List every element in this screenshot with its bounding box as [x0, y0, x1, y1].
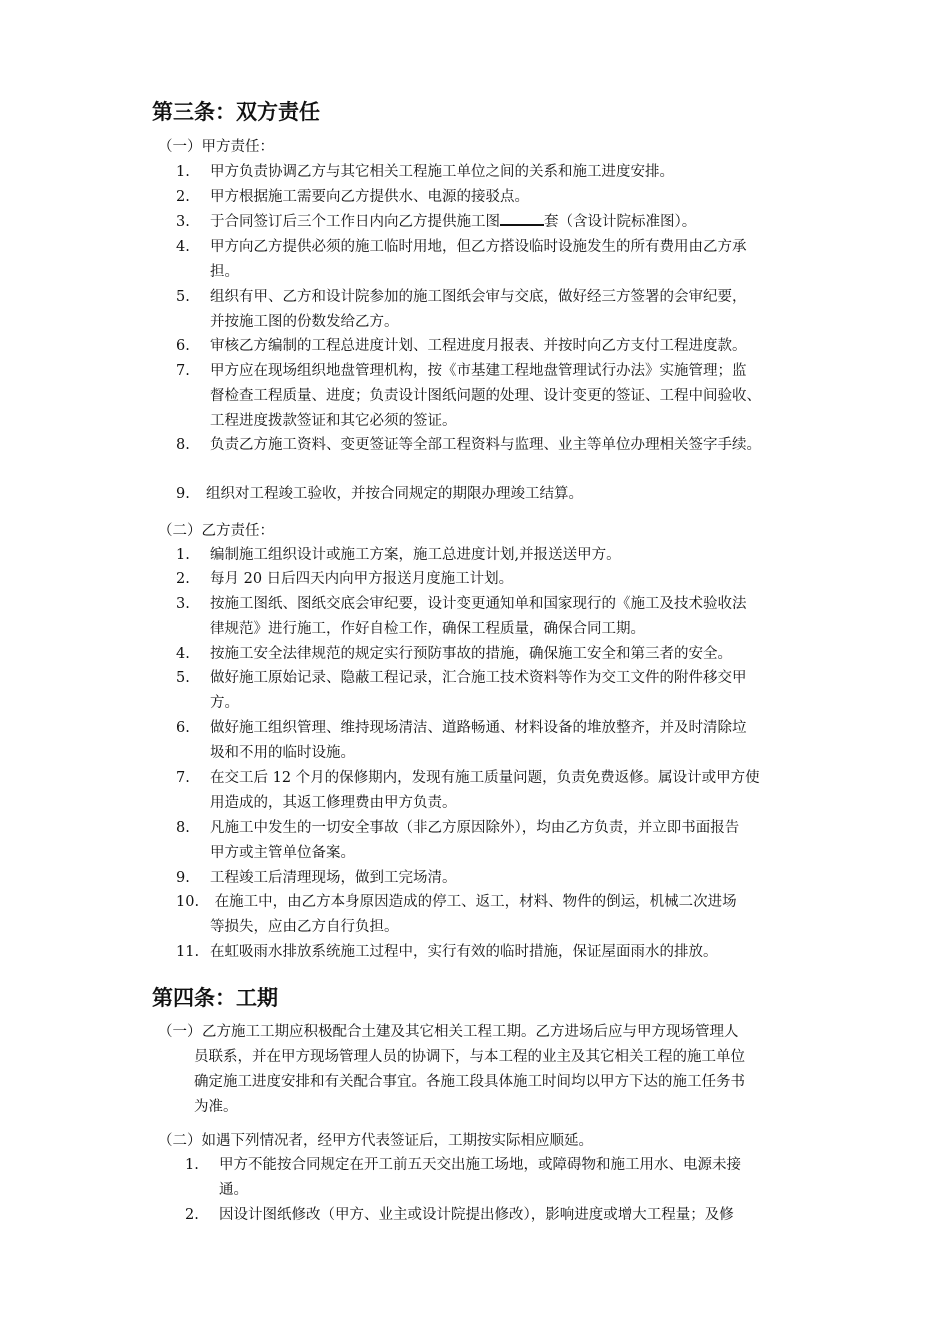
party-b-item-8: 8. 凡施工中发生的一切安全事故（非乙方原因除外），均由乙方负责，并立即书面报告 甲方或主管单位备案。	[176, 820, 740, 861]
party-a-heading: （一）甲方责任：	[158, 139, 274, 155]
blank-underline	[500, 210, 544, 226]
article-3-title: 第三条：双方责任	[152, 99, 320, 124]
document-page: 第三条：双方责任 （一）甲方责任： 1. 甲方负责协调乙方与其它相关工程施工单位之间的关系和施工进度安排。 2. 甲方根据施工需要向乙方提供水、电源的接驳点。 3. 于合同签订后三个工作日内向乙方提供施工图 套（含设计院标准图）。 4. 甲方向乙方提供必须的施工临时用地，但乙方搭设临时设施发生的所有费用由乙方承 担。 5. 组织有甲、乙方和设计院参加的施工图纸会审与交底，做好经三方签署的会审纪要， 并按施工图的份数发给乙方。 6. 审核乙方编制的工程总进度计划、工程进度月报表、并按时向乙方支付工程进度款。 7. 甲方应在现场组织地盘管理机构，按《市基建工程地盘管理试行办法》实施管理；监 督检查工程质量、进度；负责设计图纸问题的处理、设计变更的签证、工程中间验收、 工程进度拨款签证和其它必须的签证。 8. 负责乙方施工资料、变更签证等全部工程资料与监理、业主等单位办理相关签字手续。 9. 组织对工程竣工验收，并按合同规定的期限办理竣工结算。 （二）乙方责任： 1. 编制施工组织设计或施工方案，施工总进度计划,并报送送甲方。 2. 每月 20 日后四天内向甲方报送月度施工计划。 3. 按施工图纸、图纸交底会审纪要，设计变更通知单和国家现行的《施工及技术验收法 律规范》进行施工，作好自检工作，确保工程质量，确保合同工期。 4. 按施工安全法律规范的规定实行预防事故的措施，确保施工安全和第三者的安全。 5. 做好施工原始记录、隐蔽工程记录，汇合施工技术资料等作为交工文件的附件移交甲 方。 6. 做好施工组织管理、维持现场清洁、道路畅通、材料设备的堆放整齐，并及时清除垃 圾和不用的临时设施。 7. 在交工后 12 个月的保修期内，发现有施工质量问题，负责免费返修。属设计或甲方使 用造成的，其返工修理费由甲方负责。 8. 凡施工中发生的一切安全事故（非乙方原因除外），均由乙方负责，并立即书面报告 甲方或主管单位备案。 9. 工程竣工后清理现场，做到工完场清。 10. 在施工中，由乙方本身原因造成的停工、返工，材料、物件的倒运，机械二次进场 等损失，应由乙方自行负担。 11. 在虹吸雨水排放系统施工过程中，实行有效的临时措施，保证屋面雨水的排放。 第四条：工期 （一） 乙方施工工期应积极配合土建及其它相关工程工期。乙方进场后应与甲方现场管理人 员联系，并在甲方现场管理人员的协调下，与本工程的业主及其它相关工程的施工单位 确定施工进度安排和有关配合事宜。各施工段具体施工时间均以甲方下达的施工任务书 为准。 （二）如遇下列情况者，经甲方代表签证后，工期按实际相应顺延。 1. 甲方不能按合同规定在开工前五天交出施工场地，或障碍物和施工用水、电源未接 通。 2. 因设计图纸修改（甲方、业主或设计院提出修改），影响进度或增大工程量；及修	[0, 0, 950, 1344]
party-a-item-5: 5. 组织有甲、乙方和设计院参加的施工图纸会审与交底，做好经三方签署的会审纪要， 并按施工图的份数发给乙方。	[176, 289, 747, 330]
party-b-item-10: 10. 在施工中，由乙方本身原因造成的停工、返工，材料、物件的倒运，机械二次进场 等损失，应由乙方自行负担。	[176, 894, 737, 935]
party-b-item-6: 6. 做好施工组织管理、维持现场清洁、道路畅通、材料设备的堆放整齐，并及时清除垃 圾和不用的临时设施。	[176, 720, 747, 761]
party-a-item-4: 4. 甲方向乙方提供必须的施工临时用地，但乙方搭设临时设施发生的所有费用由乙方承 担。	[176, 239, 747, 280]
article-4-para-2-heading: （二）如遇下列情况者，经甲方代表签证后，工期按实际相应顺延。	[158, 1133, 593, 1149]
article-4-item-1: 1. 甲方不能按合同规定在开工前五天交出施工场地，或障碍物和施工用水、电源未接 通。	[185, 1157, 741, 1198]
party-a-item-7: 7. 甲方应在现场组织地盘管理机构，按《市基建工程地盘管理试行办法》实施管理；监 督检查工程质量、进度；负责设计图纸问题的处理、设计变更的签证、工程中间验收、 工程进度拨款签证和其它必须的签证。	[176, 363, 761, 429]
article-4-para-1: （一） 乙方施工工期应积极配合土建及其它相关工程工期。乙方进场后应与甲方现场管理人 员联系，并在甲方现场管理人员的协调下，与本工程的业主及其它相关工程的施工单位 确定施工进度安排和有关配合事宜。各施工段具体施工时间均以甲方下达的施工任务书 为准。	[158, 1024, 745, 1115]
article-4-title: 第四条：工期	[152, 985, 278, 1010]
party-b-item-3: 3. 按施工图纸、图纸交底会审纪要，设计变更通知单和国家现行的《施工及技术验收法 律规范》进行施工，作好自检工作，确保工程质量，确保合同工期。	[176, 596, 747, 637]
party-b-item-7: 7. 在交工后 12 个月的保修期内，发现有施工质量问题，负责免费返修。属设计或甲方使 用造成的，其返工修理费由甲方负责。	[176, 770, 760, 811]
party-b-item-5: 5. 做好施工原始记录、隐蔽工程记录，汇合施工技术资料等作为交工文件的附件移交甲 方。	[176, 670, 747, 711]
party-b-heading: （二）乙方责任：	[158, 523, 274, 539]
